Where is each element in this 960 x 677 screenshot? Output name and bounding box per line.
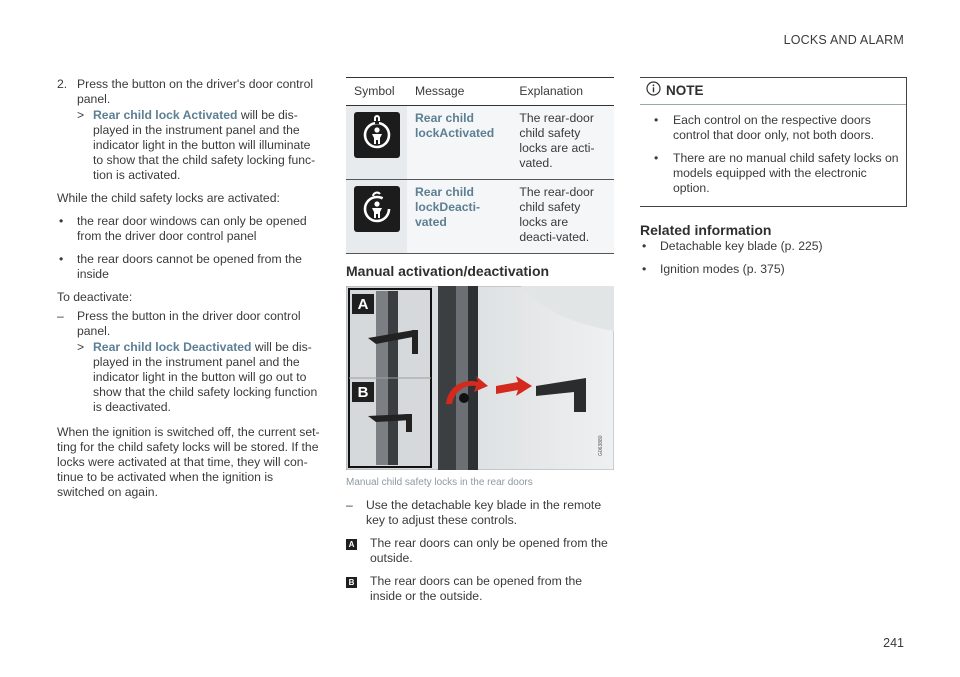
related-link[interactable]: Detachable key blade (p. 225) [660,239,823,253]
result-arrow: > [77,108,85,122]
bullet-dot: • [59,252,64,266]
symbol-cell [346,106,407,180]
message-activated: Rear child lock Activated [93,108,238,122]
bullet-dot: • [654,113,659,127]
explanation-cell [511,180,614,254]
related-link[interactable]: Ignition modes (p. 375) [660,262,785,276]
col-header-message: Message [407,78,511,106]
right-column [640,77,906,277]
bullet-dot: • [59,214,64,228]
step-deactivate [57,309,323,339]
table-header-row [346,78,614,106]
result-text: will be dis-played in the instrument panel and the indicator light in the button will illuminate to show that the child safety locking func-tion is activated. [93,108,316,182]
while-text: While the child safety locks are activated: [57,191,280,205]
message-cell [407,106,511,180]
explanation-cell [511,106,614,180]
result-arrow: > [77,340,85,354]
bullet-dot: • [642,262,647,276]
deactivate-text: To deactivate: [57,290,133,304]
result-text: will be dis-played in the instrument panel and the indicator light in the button will go out to show that the child safety locking function is deactivated. [93,340,318,414]
figure-label-b: B [357,384,369,401]
message-table [346,77,614,254]
col-header-explanation: Explanation [511,78,614,106]
middle-column [346,77,614,604]
related-item[interactable] [640,262,906,277]
table-explanation: The rear-door child safety locks are acti-vated. [519,111,595,170]
message-deactivated: Rear child lock Deactivated [93,340,252,354]
list-item-text: There are no manual child safety locks on models equipped with the electronic option. [673,151,899,195]
dash-marker: – [57,309,64,323]
message-cell [407,180,511,254]
list-item-text: the rear doors cannot be opened from the inside [77,252,302,281]
step-text: Press the button in the driver door control panel. [77,309,301,338]
child-lock-illustration [346,286,614,470]
info-icon [646,81,661,99]
step-text: Press the button on the driver's door control panel. [77,77,314,106]
bullet-dot: • [642,239,647,253]
list-item-text: the rear door windows can only be opened from the driver door control panel [77,214,307,243]
section-header: LOCKS AND ALARM [783,33,904,47]
list-item [57,252,323,282]
col-header-symbol: Symbol [346,78,407,106]
note-title: NOTE [666,83,704,98]
note-header [640,78,906,105]
figure-label-a: A [357,296,369,313]
label-b-badge: B [346,577,357,588]
page-number: 241 [883,636,904,650]
list-item [640,151,906,196]
final-paragraph: When the ignition is switched off, the current set-ting for the child safety locks will be stored. If the locks were activated at that time, they will con-tinue to be activated when the ignition is switched on again. [57,425,320,499]
result-deactivated [57,340,323,415]
label-b-text: The rear doors can be opened from the inside or the outside. [370,574,583,603]
child-lock-deactivated-icon [354,186,400,232]
related-item[interactable] [640,239,906,254]
table-row [346,180,614,254]
table-explanation: The rear-door child safety locks are deacti-vated. [519,185,594,244]
left-column [57,77,323,500]
label-a-badge: A [346,539,357,550]
child-lock-activated-icon [354,112,400,158]
figure-caption: Manual child safety locks in the rear doors [346,477,533,488]
table-row [346,106,614,180]
list-item-text: Each control on the respective doors control that door only, not both doors. [673,113,874,142]
figure-code: G063880 [598,435,604,456]
symbol-cell [346,180,407,254]
step-number: 2. [57,77,68,91]
label-a-row [346,536,614,566]
label-b-row [346,574,614,604]
dash-marker: – [346,498,353,512]
step-key-blade [346,498,614,528]
label-a-text: The rear doors can only be opened from the outside. [370,536,608,565]
list-item [640,113,906,143]
section-heading: Manual activation/deactivation [346,263,550,279]
table-message: Rear child lockActivated [415,111,495,140]
list-item [57,214,323,244]
step-2 [57,77,323,107]
related-heading: Related information [640,222,772,238]
result-activated [57,108,323,183]
step-text: Use the detachable key blade in the remote key to adjust these controls. [366,498,602,527]
bullet-dot: • [654,151,659,165]
table-message: Rear child lockDeacti-vated [415,185,481,229]
note-box [640,77,907,207]
